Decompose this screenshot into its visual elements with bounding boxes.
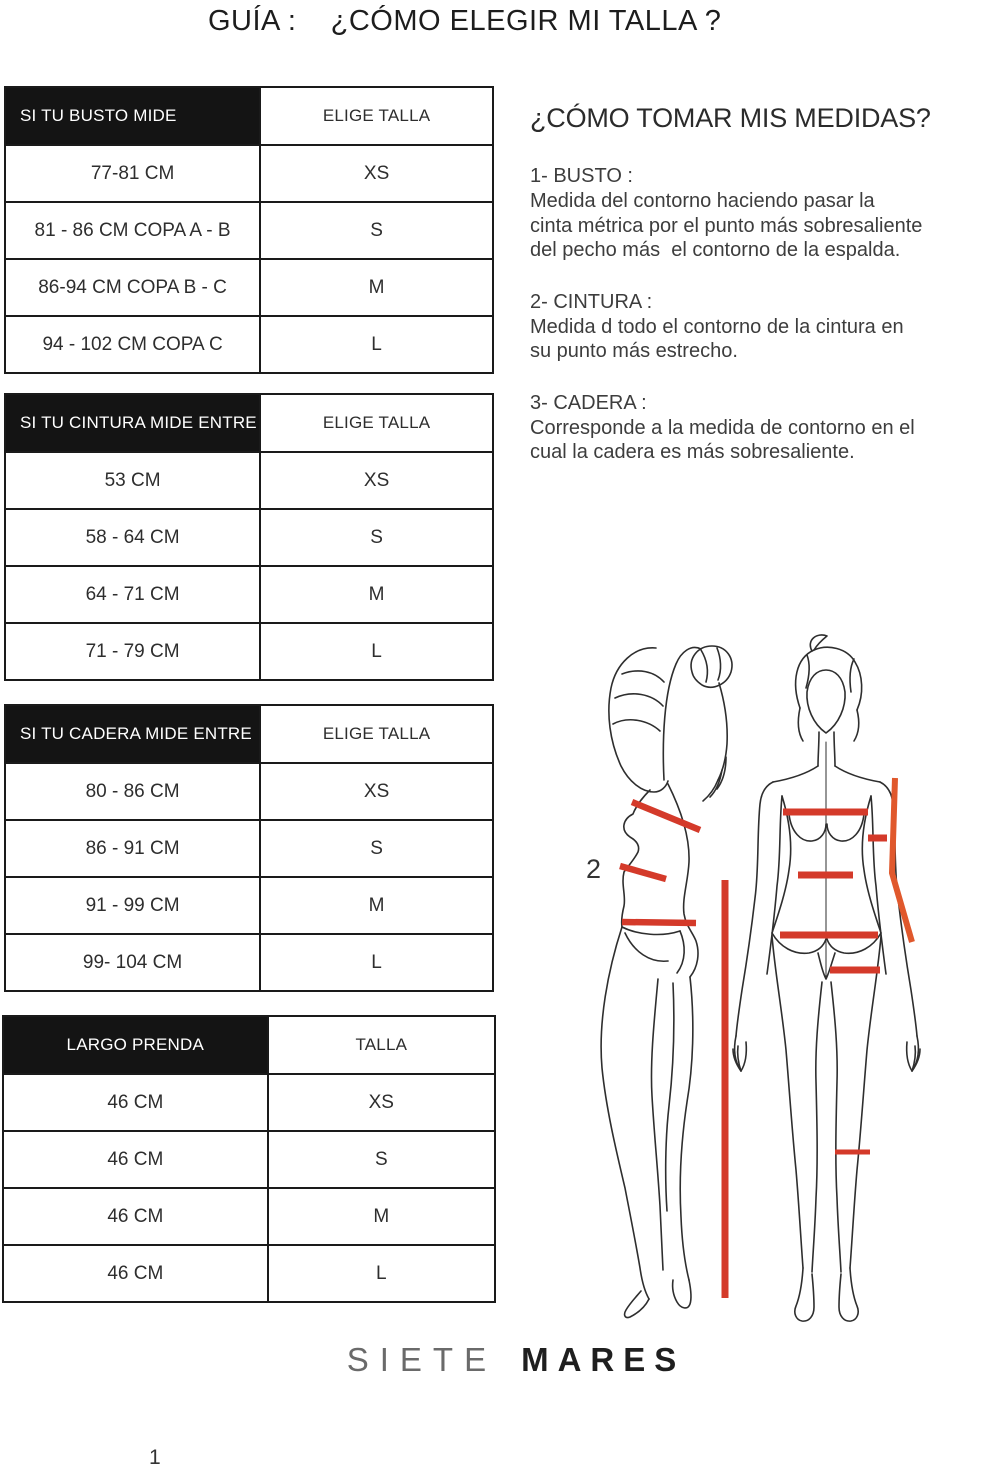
table-header-row: [6, 395, 492, 451]
measures-heading: ¿CÓMO TOMAR MIS MEDIDAS?: [530, 103, 931, 133]
side-figure-line-art: [601, 646, 732, 1318]
table-row: [6, 144, 492, 201]
measurement-figures-illustration: [560, 630, 1000, 1340]
hip-table-header-measure: SI TU CADERA MIDE ENTRE: [6, 706, 261, 762]
length-table-header-size: TALLA: [355, 1035, 408, 1054]
table-row: [6, 762, 492, 819]
size-cell: XS: [368, 1091, 394, 1113]
front-figure-line-art: [733, 635, 920, 1321]
waist-size-table: [4, 393, 494, 681]
table-header-row: [6, 706, 492, 762]
size-cell: M: [373, 1205, 390, 1227]
table-row: [6, 315, 492, 372]
brand-logo: [347, 1341, 686, 1379]
measure-cell: 86 - 91 CM: [6, 821, 261, 876]
busto-text-line: cinta métrica por el punto más sobresaliente: [530, 214, 923, 237]
hip-size-table: [4, 704, 494, 992]
size-cell: XS: [363, 162, 390, 184]
cadera-text-line: cual la cadera es más sobresaliente.: [530, 441, 855, 463]
size-cell: M: [368, 583, 385, 605]
table-row: [4, 1073, 494, 1130]
measure-cell: 46 CM: [4, 1132, 269, 1187]
garment-length-table: [2, 1015, 496, 1303]
bust-table-header-size: ELIGE TALLA: [322, 106, 431, 125]
arm-length-line-orange: [892, 778, 912, 942]
busto-text-line: Medida del contorno haciendo pasar la: [530, 190, 875, 212]
measure-cell: 64 - 71 CM: [6, 567, 261, 622]
size-cell: XS: [363, 780, 390, 802]
measure-cell: 71 - 79 CM: [6, 624, 261, 679]
measure-cell: 58 - 64 CM: [6, 510, 261, 565]
measure-cell: 99- 104 CM: [6, 935, 261, 990]
bust-table-header-measure: SI TU BUSTO MIDE: [6, 88, 261, 144]
cadera-section: [530, 391, 922, 465]
size-cell: L: [376, 1262, 387, 1284]
size-cell: L: [371, 640, 382, 662]
measure-cell: 46 CM: [4, 1189, 269, 1244]
table-header-row: [4, 1017, 494, 1073]
cintura-section-title: 2- CINTURA :: [530, 290, 653, 313]
measure-cell: 53 CM: [6, 453, 261, 508]
waist-measure-number-label: 2: [586, 854, 602, 884]
table-row: [6, 933, 492, 990]
measure-cell: 81 - 86 CM COPA A - B: [6, 203, 261, 258]
table-row: [4, 1187, 494, 1244]
side-bust-line: [632, 802, 700, 830]
table-header-row: [6, 88, 492, 144]
measure-cell: 80 - 86 CM: [6, 764, 261, 819]
side-waist-line: [620, 866, 666, 879]
waist-table-header-size: ELIGE TALLA: [322, 413, 431, 432]
size-cell: XS: [363, 469, 390, 491]
size-cell: L: [371, 951, 382, 973]
cintura-section: [530, 290, 922, 364]
busto-section: [530, 164, 922, 263]
measure-cell: 77-81 CM: [6, 146, 261, 201]
length-table-header-measure: LARGO PRENDA: [4, 1017, 269, 1073]
page-number: 1: [149, 1446, 161, 1469]
measure-cell: 94 - 102 CM COPA C: [6, 317, 261, 372]
size-cell: M: [368, 276, 385, 298]
table-row: [6, 622, 492, 679]
busto-section-title: 1- BUSTO :: [530, 165, 633, 187]
table-row: [4, 1244, 494, 1301]
size-cell: M: [368, 894, 385, 916]
side-hip-line: [622, 922, 696, 923]
table-row: [6, 201, 492, 258]
brand-logo-light-word: SIETE: [346, 1341, 498, 1378]
bust-size-table: [4, 86, 494, 374]
size-cell: S: [370, 219, 383, 241]
cadera-text-line: Corresponde a la medida de contorno en el: [530, 416, 915, 439]
table-row: [6, 508, 492, 565]
size-cell: S: [370, 526, 383, 548]
table-row: [6, 819, 492, 876]
brand-logo-bold-word: MARES: [521, 1341, 686, 1378]
table-row: [6, 876, 492, 933]
cintura-text-line: Medida d todo el contorno de la cintura en: [530, 315, 904, 338]
page-title: GUÍA : ¿CÓMO ELEGIR MI TALLA ?: [208, 5, 722, 37]
measure-cell: 46 CM: [4, 1246, 269, 1301]
table-row: [4, 1130, 494, 1187]
measure-cell: 91 - 99 CM: [6, 878, 261, 933]
table-row: [6, 565, 492, 622]
measure-cell: 46 CM: [4, 1075, 269, 1130]
measure-instructions: [530, 164, 922, 492]
busto-text-line: del pecho más el contorno de la espalda.: [530, 239, 901, 261]
cintura-text-line: su punto más estrecho.: [530, 340, 738, 362]
size-cell: S: [370, 837, 383, 859]
waist-table-header-measure: SI TU CINTURA MIDE ENTRE: [6, 395, 261, 451]
table-row: [6, 258, 492, 315]
size-cell: L: [371, 333, 382, 355]
table-row: [6, 451, 492, 508]
hip-table-header-size: ELIGE TALLA: [322, 724, 431, 743]
size-cell: S: [374, 1148, 388, 1170]
cadera-section-title: 3- CADERA :: [530, 391, 647, 414]
measure-cell: 86-94 CM COPA B - C: [6, 260, 261, 315]
